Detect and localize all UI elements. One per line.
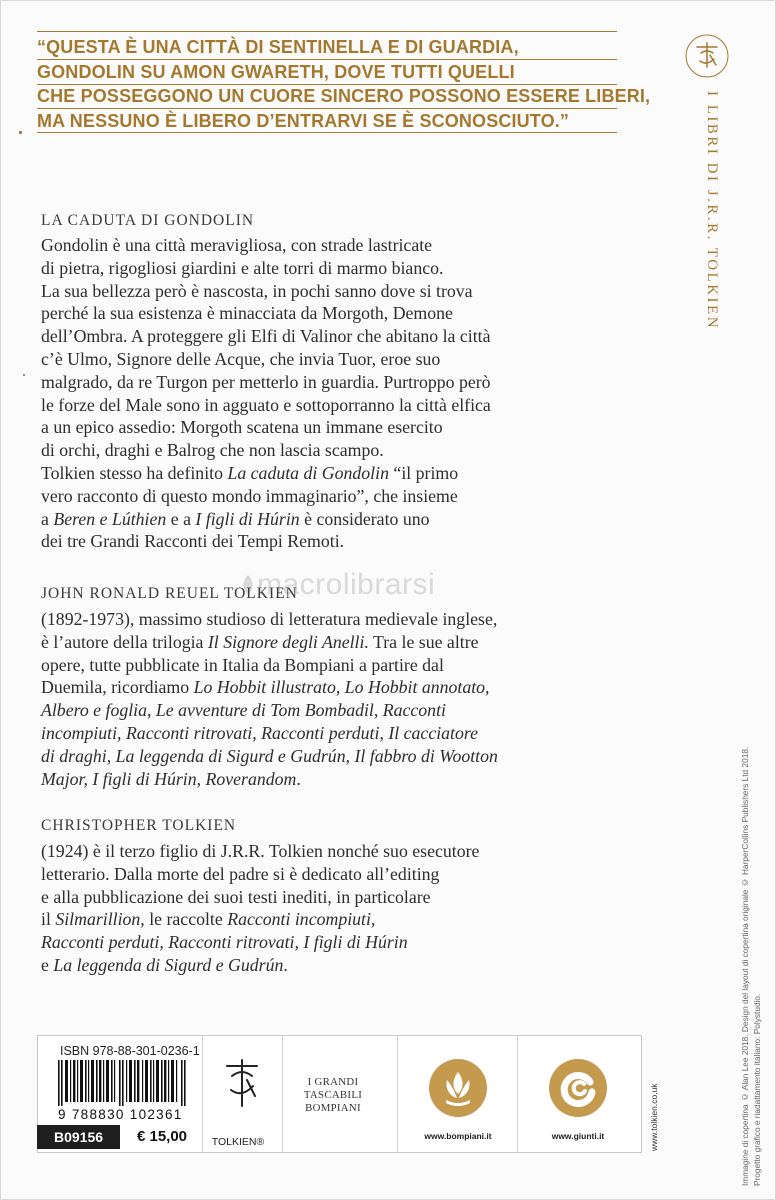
series-name: I GRANDI TASCABILI BOMPIANI	[303, 1076, 363, 1114]
book-heading: LA CADUTA DI GONDOLIN	[41, 212, 255, 229]
quote-line: “QUESTA È UNA CITTÀ DI SENTINELLA E DI GUARDIA,	[37, 37, 519, 57]
speck	[19, 131, 22, 134]
synopsis-line: a Beren e Lúthien e a I figli di Húrin è considerato uno	[41, 508, 430, 529]
quote-bottom-rule	[37, 132, 617, 133]
tolkien-website: www.tolkien.co.uk	[649, 1083, 659, 1151]
bompiani-logo-icon	[428, 1058, 488, 1118]
bio-line: incompiuti, Racconti ritrovati, Racconti perduti, Il cacciatore	[41, 722, 479, 743]
quote-line: MA NESSUNO È LIBERO D’ENTRARVI SE È SCONOSCIUTO.”	[37, 110, 570, 131]
barcode-icon	[58, 1060, 188, 1106]
tolkien-label: TOLKIEN®	[211, 1136, 265, 1148]
bio-line: letterario. Dalla morte del padre si è dedicato all’editing	[41, 863, 440, 884]
bio-line: il Silmarillion, le raccolte Racconti incompiuti,	[41, 909, 376, 930]
synopsis-line: Tolkien stesso ha definito La caduta di Gondolin “il primo	[41, 462, 459, 483]
synopsis-line: vero racconto di questo mondo immaginario”, che insieme	[41, 485, 458, 506]
giunti-url: www.giunti.it	[551, 1131, 605, 1141]
author-heading: JOHN RONALD REUEL TOLKIEN	[41, 585, 298, 602]
jrrt-monogram-icon	[221, 1054, 263, 1114]
bio-line: di draghi, La leggenda di Sigurd e Gudrún, Il fabbro di Wootton	[41, 745, 498, 766]
quote-rule	[37, 108, 617, 109]
price: € 15,00	[136, 1128, 188, 1145]
synopsis-line: di orchi, draghi e Balrog che non lascia scampo.	[41, 440, 384, 461]
bio-line: e La leggenda di Sigurd e Gudrún.	[41, 954, 288, 975]
synopsis-line: Gondolin è una città meravigliosa, con strade lastricate	[41, 235, 433, 255]
christopher-bio	[41, 840, 479, 977]
synopsis-line: le forze del Male sono in agguato e sottoporranno la città elfica	[41, 394, 491, 415]
product-code: B09156	[37, 1125, 120, 1149]
synopsis-line: dei tre Grandi Racconti dei Tempi Remoti.	[41, 531, 345, 552]
bio-line: opere, tutte pubblicate in Italia da Bompiani a partire dal	[41, 654, 444, 675]
synopsis-line: di pietra, rigogliosi giardini e alte torri di marmo bianco.	[41, 257, 444, 278]
bio-line: è l’autore della trilogia Il Signore degli Anelli. Tra le sue altre	[41, 631, 479, 652]
speck	[23, 374, 25, 376]
bio-line: (1924) è il terzo figlio di J.R.R. Tolkien nonché suo esecutore	[41, 841, 480, 861]
bompiani-url: www.bompiani.it	[424, 1131, 492, 1141]
credit-line: Immagine di copertina © Alan Lee 2018. Design del layout di copertina originale © HarperCollins Publishers Ltd 2018.	[740, 746, 750, 1186]
author-bio	[41, 608, 498, 790]
series-imprint	[283, 1036, 398, 1152]
jrrt-monogram-icon	[684, 33, 730, 79]
bio-line: Major, I figli di Húrin, Roverandom.	[41, 768, 301, 789]
christopher-heading: CHRISTOPHER TOLKIEN	[41, 817, 237, 834]
watermark: macrolibrarsi	[257, 568, 436, 601]
credit-line: Progetto grafico e riadattamento italiano: Polystudio.	[752, 993, 762, 1186]
bio-line: Albero e foglia, Le avventure di Tom Bombadil, Racconti	[41, 700, 446, 721]
synopsis-line: malgrado, da re Turgon per metterlo in guardia. Purtroppo però	[41, 371, 491, 392]
bio-line: (1892-1973), massimo studioso di letteratura medievale inglese,	[41, 609, 498, 629]
bio-line: Duemila, ricordiamo Lo Hobbit illustrato, Lo Hobbit annotato,	[41, 677, 490, 698]
series-title-vertical: I LIBRI DI J.R.R. TOLKIEN	[704, 91, 720, 331]
quote-line: GONDOLIN SU AMON GWARETH, DOVE TUTTI QUELLI	[37, 61, 515, 82]
synopsis-line: perché la sua esistenza è minacciata da Morgoth, Demone	[41, 303, 453, 324]
quote-rule	[37, 59, 617, 60]
quote-rule	[37, 84, 617, 85]
synopsis-line: La sua bellezza però è nascosta, in pochi sanno dove si trova	[41, 280, 473, 301]
synopsis-line: dell’Ombra. A proteggere gli Elfi di Valinor che abitano la città	[41, 326, 491, 347]
book-synopsis	[41, 234, 491, 553]
barcode-digits: 9 788830 102361	[58, 1107, 183, 1122]
bio-line: e alla pubblicazione dei suoi testi inediti, in particolare	[41, 886, 431, 907]
quote-line: CHE POSSEGGONO UN CUORE SINCERO POSSONO ESSERE LIBERI,	[37, 86, 651, 106]
giunti-logo-icon	[548, 1058, 608, 1118]
quote-top-rule	[37, 31, 617, 32]
synopsis-line: c’è Ulmo, Signore delle Acque, che invia Tuor, eroe suo	[41, 348, 441, 369]
tolkien-imprint	[203, 1036, 283, 1152]
bompiani-imprint	[398, 1036, 518, 1152]
synopsis-line: a un epico assedio: Morgoth scatena un immane esercito	[41, 417, 443, 438]
bio-line: Racconti perduti, Racconti ritrovati, I figli di Húrin	[41, 932, 408, 953]
giunti-imprint	[518, 1036, 641, 1152]
image-credits	[739, 696, 767, 1186]
isbn-number: ISBN 978-88-301-0236-1	[60, 1044, 200, 1058]
